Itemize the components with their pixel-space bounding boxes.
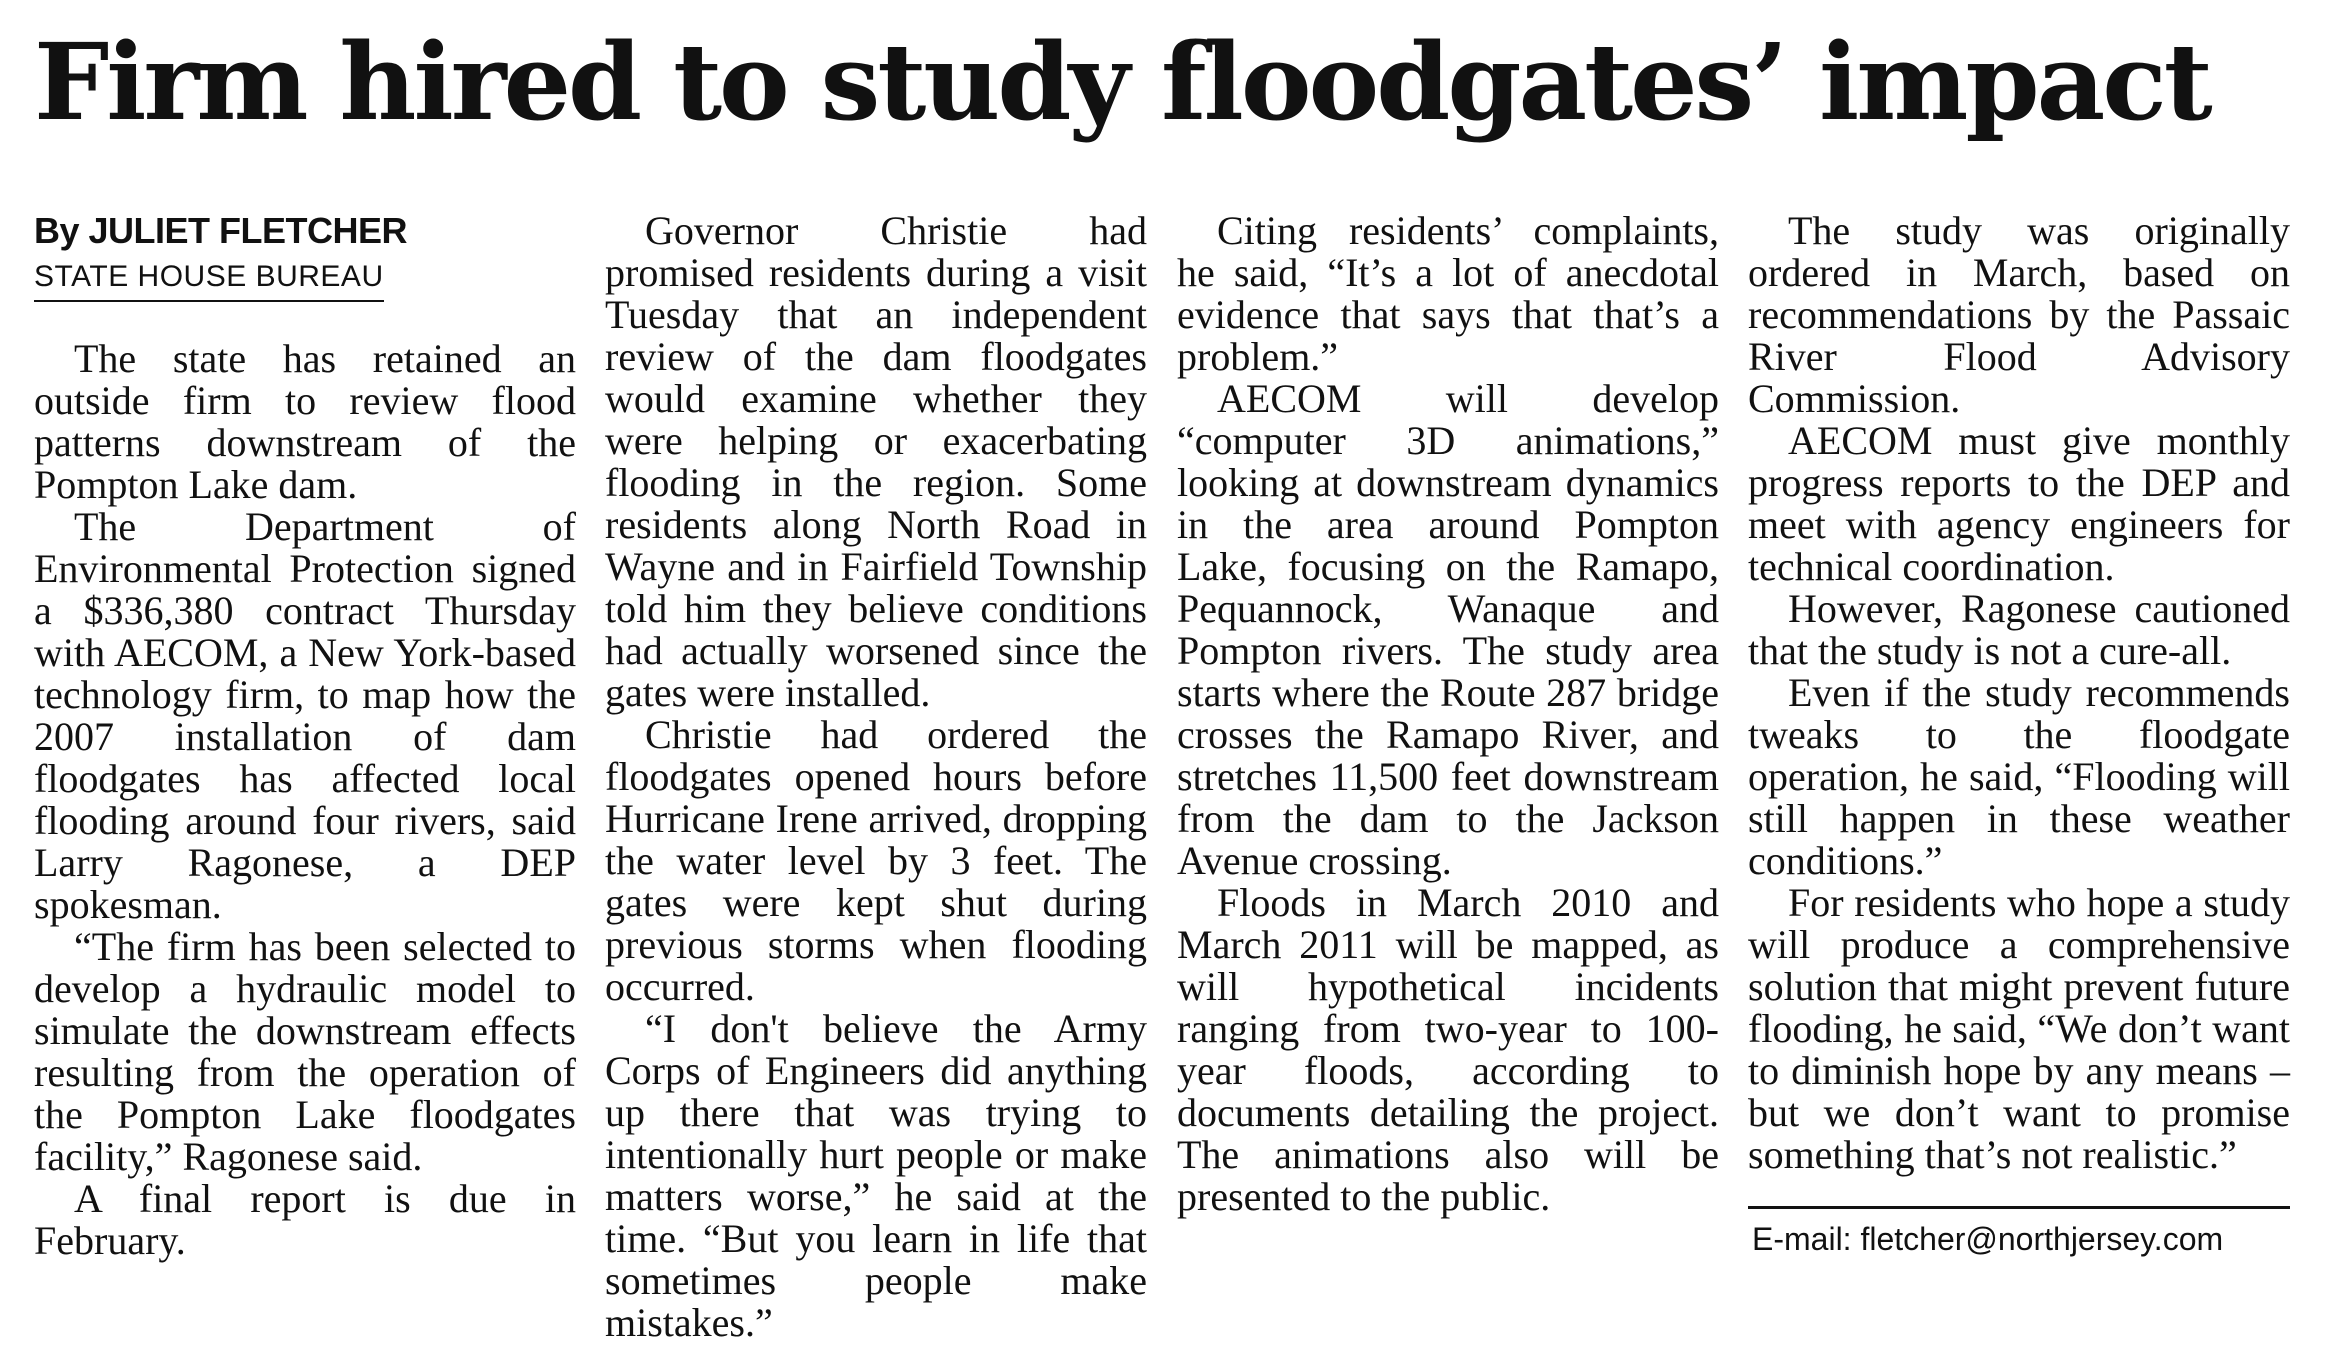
email-divider	[1748, 1206, 2290, 1209]
bureau-label: STATE HOUSE BUREAU	[34, 258, 384, 302]
author-email: E-mail: fletcher@northjersey.com	[1752, 1221, 2224, 1257]
article-column-3	[1177, 210, 1719, 1218]
author-byline: By JULIET FLETCHER	[34, 210, 408, 251]
article-column-4	[1748, 210, 2290, 1259]
article-paragraph: The study was originally ordered in March, based on recommendations by the Passaic River Flood Advisory Commission.	[1748, 208, 2290, 421]
article-column-1	[34, 210, 576, 1262]
article-column-2	[605, 210, 1147, 1344]
article-paragraph: Floods in March 2010 and March 2011 will be mapped, as will hypothetical incidents ranging from two-year to 100-year floods, according to documents detailing the project. The animations also will be presented to the public.	[1177, 880, 1719, 1219]
article-paragraph: “I don't believe the Army Corps of Engineers did anything up there that was trying to intentionally hurt people or make matters worse,” he said at the time. “But you learn in life that sometimes people make mistakes.”	[605, 1006, 1147, 1345]
article-paragraph: Citing residents’ complaints, he said, “It’s a lot of anecdotal evidence that says that that’s a problem.”	[1177, 208, 1719, 379]
article-paragraph: Even if the study recommends tweaks to the floodgate operation, he said, “Flooding will still happen in these weather conditions.”	[1748, 670, 2290, 883]
article-headline: Firm hired to study floodgates’ impact	[34, 19, 2210, 144]
article-paragraph: The Department of Environmental Protection signed a $336,380 contract Thursday with AECOM, a New York-based technology firm, to map how the 2007 installation of dam floodgates has affected local flooding around four rivers, said Larry Ragonese, a DEP spokesman.	[34, 504, 576, 927]
article-paragraph: AECOM must give monthly progress reports to the DEP and meet with agency engineers for technical coordination.	[1748, 418, 2290, 589]
article-paragraph: “The firm has been selected to develop a hydraulic model to simulate the downstream effects resulting from the operation of the Pompton Lake floodgates facility,” Ragonese said.	[34, 924, 576, 1179]
article-paragraph: For residents who hope a study will produce a comprehensive solution that might prevent future flooding, he said, “We don’t want to diminish hope by any means – but we don’t want to promise something that’s not realistic.”	[1748, 880, 2290, 1177]
article-paragraph: Christie had ordered the floodgates opened hours before Hurricane Irene arrived, dropping the water level by 3 feet. The gates were kept shut during previous storms when flooding occurred.	[605, 712, 1147, 1009]
article-paragraph: AECOM will develop “computer 3D animations,” looking at downstream dynamics in the area around Pompton Lake, focusing on the Ramapo, Pequannock, Wanaque and Pompton rivers. The study area starts where the Route 287 bridge crosses the Ramapo River, and stretches 11,500 feet downstream from the dam to the Jackson Avenue crossing.	[1177, 376, 1719, 883]
byline-block	[34, 210, 576, 302]
article-paragraph: The state has retained an outside firm to review flood patterns downstream of the Pompton Lake dam.	[34, 336, 576, 507]
article-paragraph: Governor Christie had promised residents during a visit Tuesday that an independent review of the dam floodgates would examine whether they were helping or exacerbating flooding in the region. Some residents along North Road in Wayne and in Fairfield Township told him they believe conditions had actually worsened since the gates were installed.	[605, 208, 1147, 715]
article-paragraph: However, Ragonese cautioned that the study is not a cure-all.	[1748, 586, 2290, 673]
article-paragraph: A final report is due in February.	[34, 1176, 576, 1263]
